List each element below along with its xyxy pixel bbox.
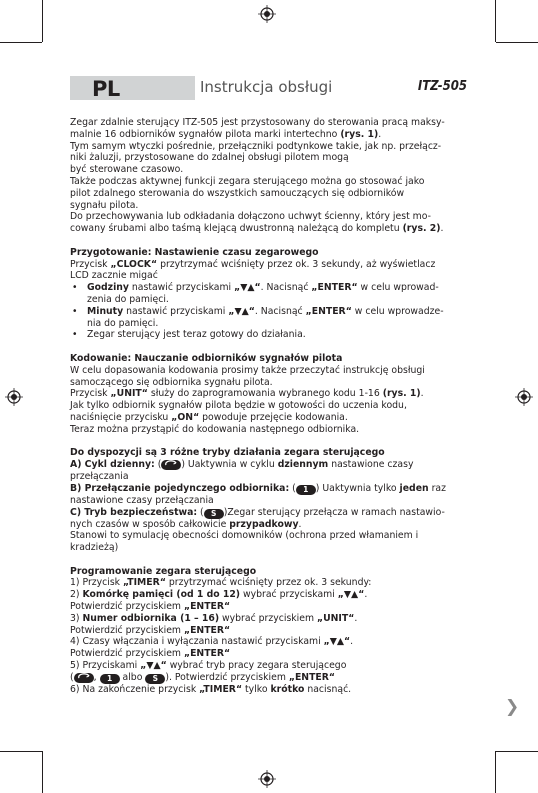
text-line: nastawione czasy przełączania bbox=[70, 494, 214, 506]
section-heading: Przygotowanie: Nastawienie czasu zegarowego bbox=[70, 246, 319, 258]
list-item: • Minuty nastawić przyciskami „▼▲“. Nacisnąć „ENTER“ w celu wprowadze- nia do pamięci. bbox=[87, 306, 470, 330]
step-line: Potwierdzić przyciskiem „ENTER“ bbox=[70, 648, 231, 660]
text-line: Przycisk „CLOCK“ przytrzymać wciśnięty przez ok. 3 sekundy, aż wyświetlacz bbox=[70, 258, 436, 270]
step-line: 5) Przyciskami „▼▲“ wybrać tryb pracy zegara sterującego bbox=[70, 660, 347, 672]
chevron-right-icon[interactable]: ❯ bbox=[505, 697, 520, 717]
text-line: być sterowane czasowo. bbox=[70, 164, 184, 176]
crop-mark bbox=[496, 42, 538, 43]
crop-mark bbox=[496, 751, 538, 752]
intro-paragraph bbox=[70, 117, 470, 235]
daily-cycle-icon bbox=[74, 673, 94, 683]
text-line: samoczącego się odbiornika sygnału pilota. bbox=[70, 376, 273, 388]
text-line: Teraz można przystąpić do kodowania następnego odbiornika. bbox=[70, 423, 360, 435]
step-line: 3) Numer odbiornika (1 – 16) wybrać przyciskiem „UNIT“. bbox=[70, 612, 358, 624]
step-line: 1) Przycisk „TIMER“ przytrzymać wciśnięty przez ok. 3 sekundy: bbox=[70, 577, 372, 589]
crop-mark bbox=[0, 42, 42, 43]
crop-mark bbox=[495, 751, 496, 793]
section-heading: Do dyspozycji są 3 różne tryby działania zegara sterującego bbox=[70, 447, 385, 459]
text-line: niki żaluzji, przystosowane do zdalnej obsługi pilotem mogą bbox=[70, 152, 349, 164]
text-line: Do przechowywania lub odkładania dołączono uchwyt ścienny, który jest mo- bbox=[70, 211, 431, 223]
crop-mark bbox=[42, 0, 43, 42]
section-heading: Programowanie zegara sterującego bbox=[70, 565, 257, 577]
text-line: malnie 16 odbiorników sygnałów pilota marki intertechno (rys. 1). bbox=[70, 128, 382, 140]
text-line: Tym samym wtyczki pośrednie, przełączniki podtynkowe takie, jak np. przełącz- bbox=[70, 140, 442, 152]
text-line: Zegar zdalnie sterujący ITZ-505 jest przystosowany do sterowania pracą maksy- bbox=[70, 117, 445, 128]
step-line: 4) Czasy włączania i wyłączania nastawić przyciskami „▼▲“. bbox=[70, 636, 354, 648]
text-line: kradzieżą) bbox=[70, 542, 119, 554]
list-item: • Zegar sterujący jest teraz gotowy do działania. bbox=[87, 329, 470, 341]
registration-mark-icon bbox=[258, 5, 276, 23]
language-code: PL bbox=[92, 77, 120, 101]
single-mode-icon: 1 bbox=[100, 674, 120, 684]
text-line: B) Przełączanie pojedynczego odbiornika: ( 1 ) Uaktywnia tylko jeden raz bbox=[70, 482, 446, 494]
text-line: W celu dopasowania kodowania prosimy także przeczytać instrukcję obsługi bbox=[70, 364, 425, 376]
text-line: Przycisk „UNIT“ służy do zaprogramowania wybranego kodu 1-16 (rys. 1). bbox=[70, 388, 424, 400]
text-line: Stanowi to symulację obecności domowników (ochrona przed włamaniem i bbox=[70, 530, 419, 542]
text-line: pilot zdalnego sterowania do wszystkich samouczących się odbiorników bbox=[70, 187, 405, 199]
crop-mark bbox=[495, 0, 496, 42]
text-line: naciśnięcie przycisku „ON“ powoduje przejęcie kodowania. bbox=[70, 411, 348, 423]
section-heading: Kodowanie: Nauczanie odbiorników sygnałów pilota bbox=[70, 352, 343, 364]
text-line: C) Tryb bezpieczeństwa: ( S )Zegar sterujący przełącza w ramach nastawio- bbox=[70, 506, 445, 518]
language-badge bbox=[70, 76, 195, 100]
step-line: 2) Komórkę pamięci (od 1 do 12) wybrać przyciskami „▼▲“. bbox=[70, 589, 368, 601]
page-title: Instrukcja obsługi bbox=[200, 78, 333, 96]
crop-mark bbox=[0, 751, 42, 752]
step-line: Potwierdzić przyciskiem „ENTER“ bbox=[70, 601, 231, 613]
text-line: nych czasów w sposób całkowicie przypadkowy. bbox=[70, 518, 302, 530]
text-line: cowany śrubami albo taśmą klejącą dwustronną należącą do kompletu (rys. 2). bbox=[70, 223, 444, 235]
step-line: 6) Na zakończenie przycisk „TIMER“ tylko krótko nacisnąć. bbox=[70, 683, 352, 695]
text-line: Jak tylko odbiornik sygnałów pilota będzie w gotowości do uczenia kodu, bbox=[70, 400, 407, 412]
step-line: ( , 1 albo S ). Potwierdzić przyciskiem „ENTER“ bbox=[70, 671, 336, 683]
text-line: A) Cykl dzienny: ( ) Uaktywnia w cyklu dziennym nastawione czasy bbox=[70, 459, 414, 471]
registration-mark-icon bbox=[5, 388, 23, 406]
text-line: sygnału pilota. bbox=[70, 199, 139, 211]
single-mode-icon: 1 bbox=[296, 485, 316, 495]
text-line: przełączania bbox=[70, 470, 129, 482]
manual-body bbox=[70, 117, 470, 696]
page-header bbox=[70, 76, 467, 100]
crop-mark bbox=[42, 751, 43, 793]
text-line: Także podczas aktywnej funkcji zegara sterującego można go stosować jako bbox=[70, 175, 425, 187]
step-line: Potwierdzić przyciskiem „ENTER“ bbox=[70, 624, 231, 636]
registration-mark-icon bbox=[515, 388, 533, 406]
registration-mark-icon bbox=[258, 770, 276, 788]
security-mode-icon: S bbox=[145, 674, 165, 684]
security-mode-icon: S bbox=[204, 509, 224, 519]
daily-cycle-icon bbox=[161, 460, 181, 470]
list-item: • Godziny nastawić przyciskami „▼▲“. Nacisnąć „ENTER“ w celu wprowad- zenia do pamięci. bbox=[87, 282, 470, 306]
model-number: ITZ-505 bbox=[417, 79, 467, 94]
bullet-list bbox=[70, 282, 470, 341]
text-line: LCD zacznie migać bbox=[70, 270, 158, 282]
